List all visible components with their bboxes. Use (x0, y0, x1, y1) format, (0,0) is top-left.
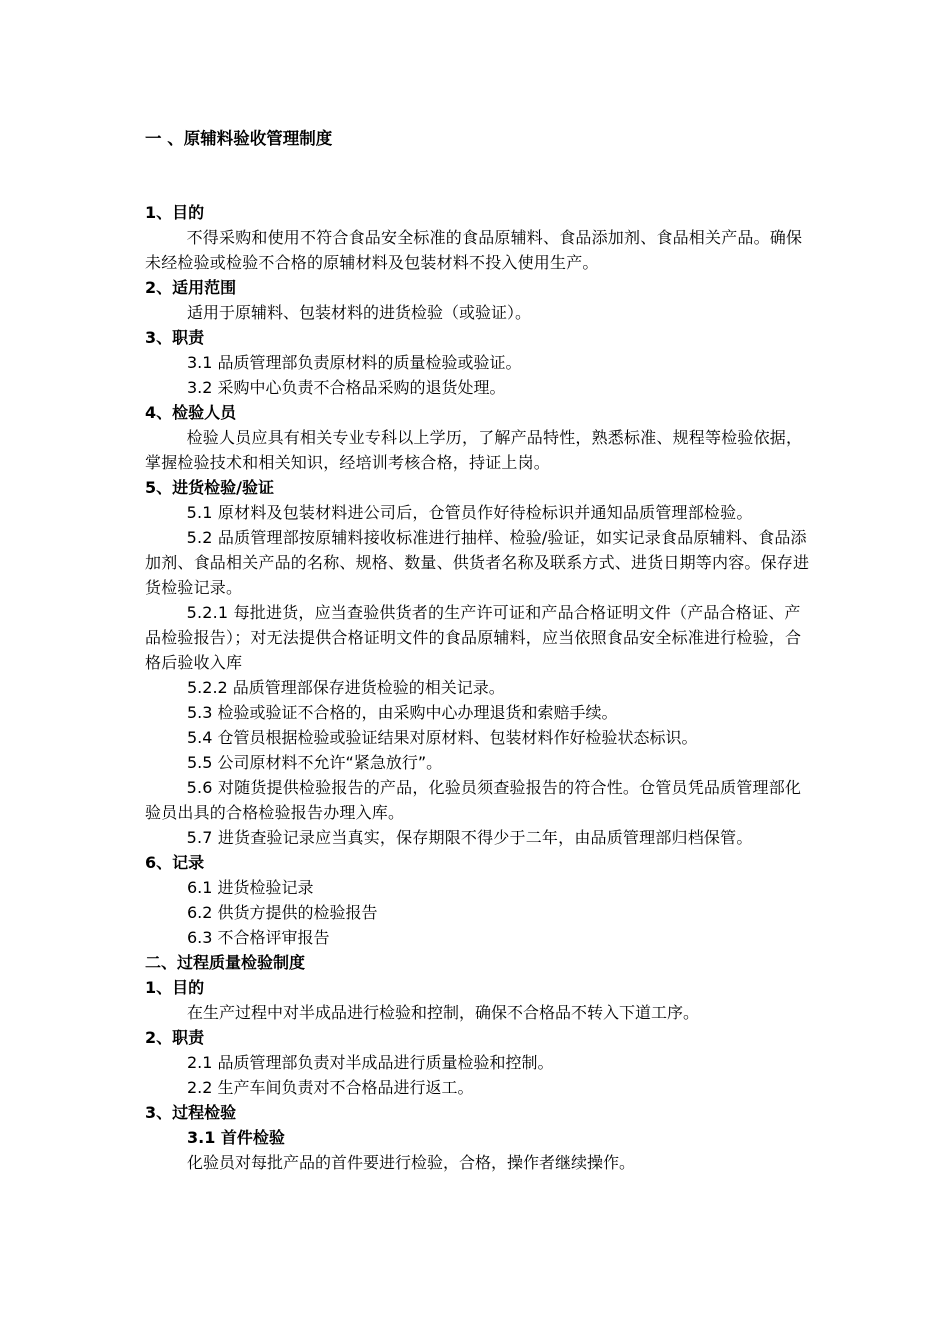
s2-heading-first-article: 3.1 首件检验 (187, 1128, 285, 1147)
item-6-1: 6.1 进货检验记录 (187, 878, 314, 897)
item-5-2: 5.2 品质管理部按原辅料接收标准进行抽样、检验/验证，如实记录食品原辅料、食品添加剂、食品相关产品的名称、规格、数量、供货者名称及联系方式、进货日期等内容。保存进货检验记录。 (145, 528, 810, 597)
s2-item-2-1: 2.1 品质管理部负责对半成品进行质量检验和控制。 (187, 1053, 554, 1072)
item-5-3: 5.3 检验或验证不合格的，由采购中心办理退货和索赔手续。 (187, 703, 618, 722)
item-5-7: 5.7 进货查验记录应当真实，保存期限不得少于二年，由品质管理部归档保管。 (186, 828, 753, 847)
item-5-4: 5.4 仓管员根据检验或验证结果对原材料、包装材料作好检验状态标识。 (187, 728, 698, 747)
s2-paragraph-purpose: 在生产过程中对半成品进行检验和控制，确保不合格品不转入下道工序。 (187, 1003, 700, 1022)
item-3-2: 3.2 采购中心负责不合格品采购的退货处理。 (187, 378, 506, 397)
s2-paragraph-first-article: 化验员对每批产品的首件要进行检验，合格，操作者继续操作。 (187, 1153, 636, 1172)
s2-heading-process-inspection: 3、过程检验 (145, 1103, 237, 1122)
heading-purpose: 1、目的 (145, 203, 205, 222)
heading-records: 6、记录 (145, 853, 205, 872)
item-5-2-1: 5.2.1 每批进货，应当查验供货者的生产许可证和产品合格证明文件（产品合格证、产品检验报告）；对无法提供合格证明文件的食品原辅料，应当依照食品安全标准进行检验，合格后验收入库 (145, 603, 802, 672)
item-3-1: 3.1 品质管理部负责原材料的质量检验或验证。 (187, 353, 522, 372)
item-5-6: 5.6 对随货提供检验报告的产品，化验员须查验报告的符合性。仓管员凭品质管理部化验员出具的合格检验报告办理入库。 (145, 778, 802, 822)
heading-inspectors: 4、检验人员 (145, 403, 237, 422)
item-6-2: 6.2 供货方提供的检验报告 (187, 903, 378, 922)
heading-responsibility: 3、职责 (145, 328, 205, 347)
s2-item-2-2: 2.2 生产车间负责对不合格品进行返工。 (187, 1078, 474, 1097)
paragraph-scope: 适用于原辅料、包装材料的进货检验（或验证）。 (187, 303, 532, 322)
heading-scope: 2、适用范围 (145, 278, 237, 297)
paragraph-inspectors: 检验人员应具有相关专业专科以上学历，了解产品特性，熟悉标准、规程等检验依据，掌握检验技术和相关知识，经培训考核合格，持证上岗。 (145, 428, 803, 472)
s2-heading-purpose: 1、目的 (145, 978, 205, 997)
section2-title: 二、过程质量检验制度 (145, 953, 306, 972)
heading-incoming-inspection: 5、进货检验/验证 (145, 478, 274, 497)
document-title: 一 、原辅料验收管理制度 (145, 129, 333, 148)
item-5-1: 5.1 原材料及包装材料进公司后，仓管员作好待检标识并通知品质管理部检验。 (186, 503, 753, 522)
s2-heading-responsibility: 2、职责 (145, 1028, 205, 1047)
document-body (145, 200, 810, 1175)
item-6-3: 6.3 不合格评审报告 (187, 928, 330, 947)
paragraph-purpose: 不得采购和使用不符合食品安全标准的食品原辅料、食品添加剂、食品相关产品。确保未经检验或检验不合格的原辅材料及包装材料不投入使用生产。 (145, 228, 803, 272)
item-5-2-2: 5.2.2 品质管理部保存进货检验的相关记录。 (187, 678, 505, 697)
item-5-5: 5.5 公司原材料不允许“紧急放行”。 (187, 753, 443, 772)
